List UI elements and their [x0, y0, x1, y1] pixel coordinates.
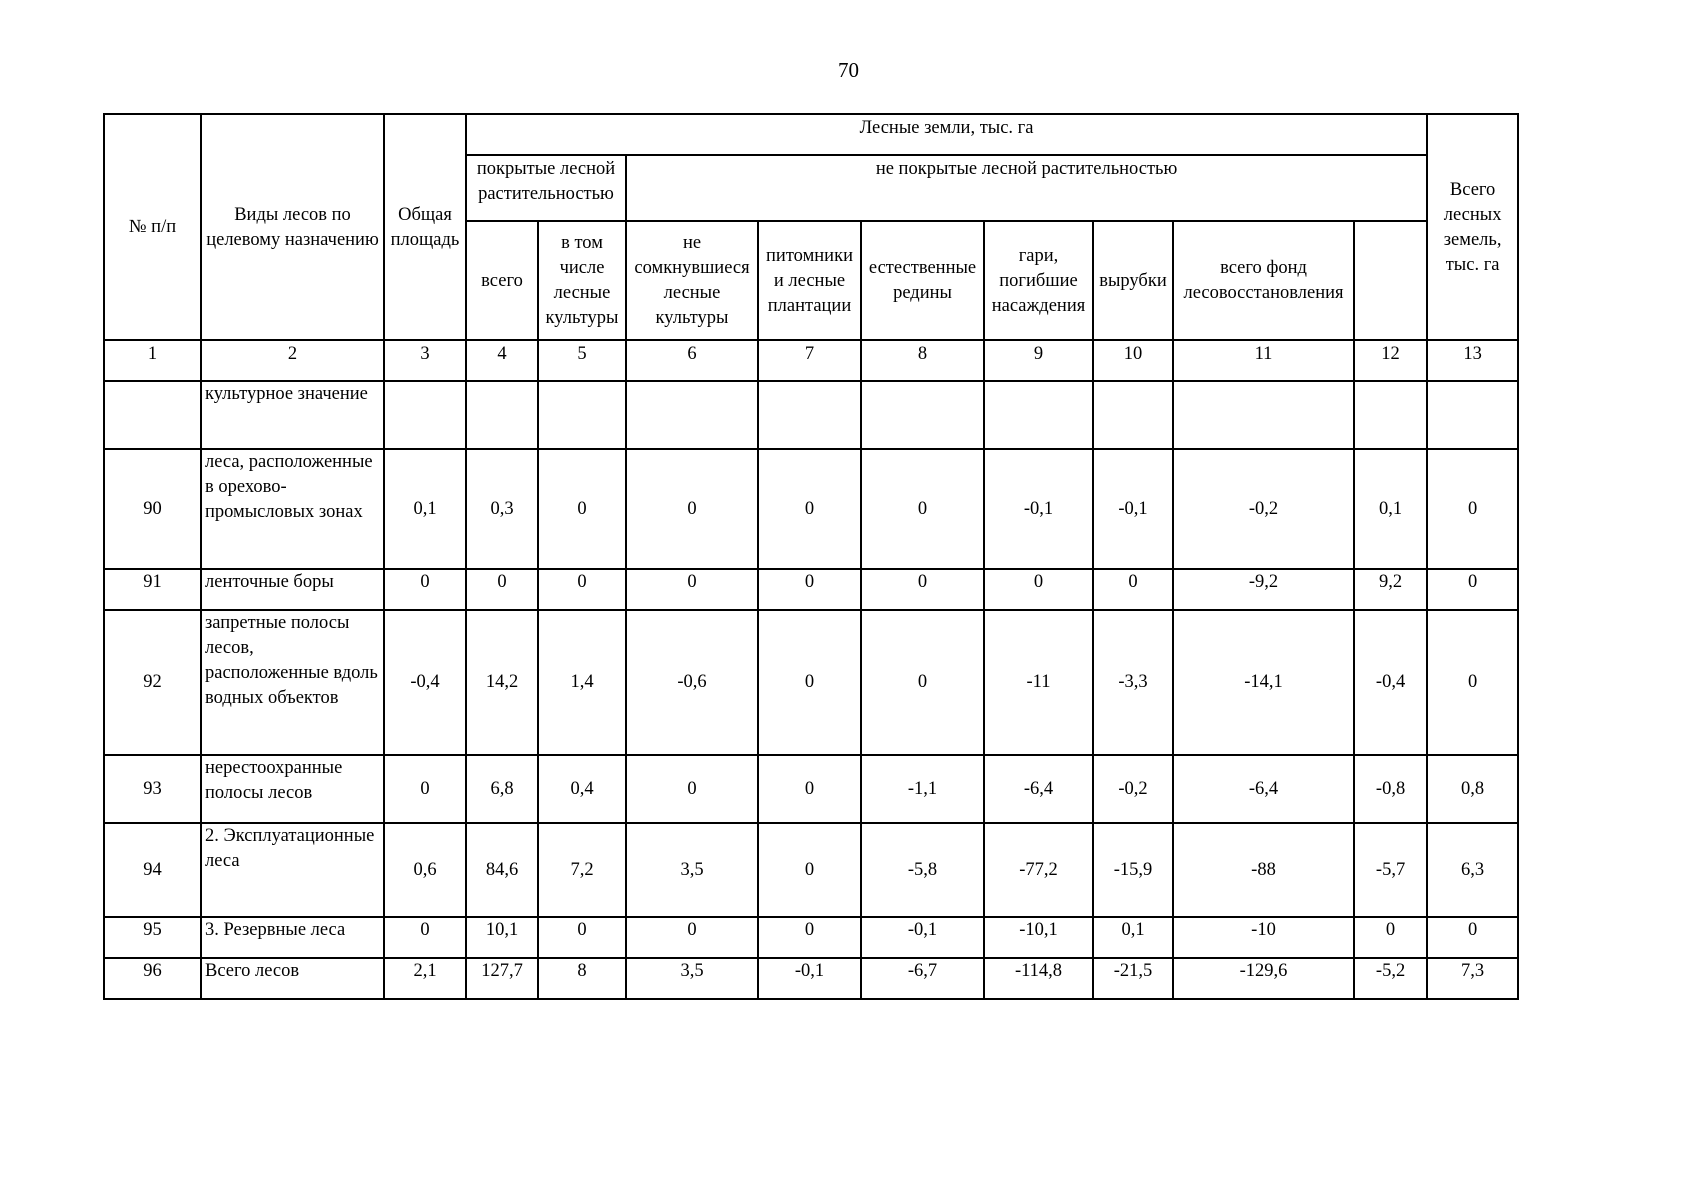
header-total-forest-lands: Всего лесных земель, тыс. га: [1427, 114, 1518, 340]
row-value: -129,6: [1173, 958, 1354, 999]
row-forest-type: культурное значение: [201, 381, 384, 449]
row-number: 92: [104, 610, 201, 755]
row-number: 96: [104, 958, 201, 999]
table-row: [104, 823, 1518, 917]
row-value: -0,1: [758, 958, 861, 999]
row-value: 6,3: [1427, 823, 1518, 917]
row-value: 10,1: [466, 917, 538, 958]
row-value: 0: [1354, 917, 1427, 958]
header-clearings: вырубки: [1093, 221, 1173, 340]
column-number: 7: [758, 340, 861, 381]
row-value: -0,1: [1093, 449, 1173, 569]
column-number-row: [104, 340, 1518, 381]
row-value: 8: [538, 958, 626, 999]
row-value: 0,1: [1354, 449, 1427, 569]
row-value: [538, 381, 626, 449]
column-number: 12: [1354, 340, 1427, 381]
table-row: [104, 917, 1518, 958]
header-forest-cultures: в том числе лесные культуры: [538, 221, 626, 340]
row-forest-type: Всего лесов: [201, 958, 384, 999]
row-value: -14,1: [1173, 610, 1354, 755]
row-value: 0: [538, 449, 626, 569]
column-number: 11: [1173, 340, 1354, 381]
column-number: 13: [1427, 340, 1518, 381]
row-value: 7,3: [1427, 958, 1518, 999]
row-value: -5,8: [861, 823, 984, 917]
row-value: 0,6: [384, 823, 466, 917]
row-value: 0: [538, 569, 626, 610]
row-value: [861, 381, 984, 449]
row-value: -77,2: [984, 823, 1093, 917]
row-value: 0: [758, 823, 861, 917]
row-value: 0: [538, 917, 626, 958]
row-value: -6,4: [984, 755, 1093, 823]
row-value: 0: [758, 610, 861, 755]
row-value: 0,1: [1093, 917, 1173, 958]
forest-lands-table: [103, 113, 1519, 1000]
row-value: -3,3: [1093, 610, 1173, 755]
row-value: 0: [861, 610, 984, 755]
header-burnt: гари, погибшие насаждения: [984, 221, 1093, 340]
row-value: -0,4: [1354, 610, 1427, 755]
row-value: 0: [466, 569, 538, 610]
row-value: 0: [626, 917, 758, 958]
row-value: 0: [1427, 449, 1518, 569]
row-value: 0: [384, 917, 466, 958]
row-number: 93: [104, 755, 201, 823]
column-number: 4: [466, 340, 538, 381]
row-value: [626, 381, 758, 449]
row-value: 0: [1427, 610, 1518, 755]
row-value: 0: [1427, 569, 1518, 610]
table-row: [104, 755, 1518, 823]
row-value: [758, 381, 861, 449]
row-forest-type: 2. Эксплуатационные леса: [201, 823, 384, 917]
row-value: -88: [1173, 823, 1354, 917]
row-value: 0: [758, 569, 861, 610]
row-value: -9,2: [1173, 569, 1354, 610]
column-number: 9: [984, 340, 1093, 381]
row-value: 0,8: [1427, 755, 1518, 823]
row-value: 1,4: [538, 610, 626, 755]
row-value: [984, 381, 1093, 449]
row-forest-type: запретные полосы лесов, расположенные вдоль водных объектов: [201, 610, 384, 755]
row-value: 7,2: [538, 823, 626, 917]
row-number: 91: [104, 569, 201, 610]
row-value: -0,6: [626, 610, 758, 755]
table-row: [104, 381, 1518, 449]
row-value: 3,5: [626, 958, 758, 999]
header-col-total-area: Общая площадь: [384, 114, 466, 340]
row-forest-type: ленточные боры: [201, 569, 384, 610]
row-value: -0,2: [1093, 755, 1173, 823]
row-value: 6,8: [466, 755, 538, 823]
header-forest-lands: Лесные земли, тыс. га: [466, 114, 1427, 155]
row-value: -10,1: [984, 917, 1093, 958]
row-value: 0: [626, 449, 758, 569]
header-total: всего: [466, 221, 538, 340]
row-value: -0,1: [861, 917, 984, 958]
row-value: -6,4: [1173, 755, 1354, 823]
row-forest-type: леса, расположенные в орехово-промысловых зонах: [201, 449, 384, 569]
row-value: [1354, 381, 1427, 449]
row-value: 0: [861, 449, 984, 569]
row-value: -1,1: [861, 755, 984, 823]
row-number: 90: [104, 449, 201, 569]
header-col-number: № п/п: [104, 114, 201, 340]
row-value: [384, 381, 466, 449]
column-number: 8: [861, 340, 984, 381]
row-value: -10: [1173, 917, 1354, 958]
row-number: [104, 381, 201, 449]
header-not-covered: не покрытые лесной растительностью: [626, 155, 1427, 221]
row-value: 2,1: [384, 958, 466, 999]
row-value: -6,7: [861, 958, 984, 999]
row-value: 0: [861, 569, 984, 610]
row-value: [1427, 381, 1518, 449]
row-value: 0: [626, 569, 758, 610]
row-value: 0: [1093, 569, 1173, 610]
header-natural-sparse: естественные редины: [861, 221, 984, 340]
row-value: 127,7: [466, 958, 538, 999]
row-value: -0,4: [384, 610, 466, 755]
row-value: -0,2: [1173, 449, 1354, 569]
table-row: [104, 958, 1518, 999]
header-col-forest-type: Виды лесов по целевому назначению: [201, 114, 384, 340]
table-row: [104, 610, 1518, 755]
row-value: 0: [384, 569, 466, 610]
column-number: 6: [626, 340, 758, 381]
header-nurseries: питомники и лесные плантации: [758, 221, 861, 340]
row-value: 0: [984, 569, 1093, 610]
row-number: 94: [104, 823, 201, 917]
row-forest-type: нерестоохранные полосы лесов: [201, 755, 384, 823]
row-value: 0,3: [466, 449, 538, 569]
row-value: 0: [758, 449, 861, 569]
row-value: 0: [384, 755, 466, 823]
column-number: 10: [1093, 340, 1173, 381]
row-forest-type: 3. Резервные леса: [201, 917, 384, 958]
row-value: 0: [758, 755, 861, 823]
row-value: 9,2: [1354, 569, 1427, 610]
row-value: -21,5: [1093, 958, 1173, 999]
row-value: -11: [984, 610, 1093, 755]
page-number: 70: [838, 58, 859, 82]
header-unclosed-cultures: не сомкнувшиеся лесные культуры: [626, 221, 758, 340]
row-value: -0,8: [1354, 755, 1427, 823]
column-number: 5: [538, 340, 626, 381]
row-value: -5,7: [1354, 823, 1427, 917]
row-value: 0: [626, 755, 758, 823]
column-number: 1: [104, 340, 201, 381]
row-value: 0,4: [538, 755, 626, 823]
row-value: 3,5: [626, 823, 758, 917]
row-value: 84,6: [466, 823, 538, 917]
row-value: 0: [758, 917, 861, 958]
row-value: 0,1: [384, 449, 466, 569]
header-covered: покрытые лесной растительностью: [466, 155, 626, 221]
header-reforestation-fund: всего фонд лесовосстановления: [1173, 221, 1354, 340]
row-value: -15,9: [1093, 823, 1173, 917]
row-number: 95: [104, 917, 201, 958]
row-value: -114,8: [984, 958, 1093, 999]
row-value: -5,2: [1354, 958, 1427, 999]
column-number: 2: [201, 340, 384, 381]
row-value: 0: [1427, 917, 1518, 958]
column-number: 3: [384, 340, 466, 381]
table-row: [104, 449, 1518, 569]
row-value: [1173, 381, 1354, 449]
row-value: -0,1: [984, 449, 1093, 569]
row-value: [1093, 381, 1173, 449]
row-value: [466, 381, 538, 449]
row-value: 14,2: [466, 610, 538, 755]
table-row: [104, 569, 1518, 610]
